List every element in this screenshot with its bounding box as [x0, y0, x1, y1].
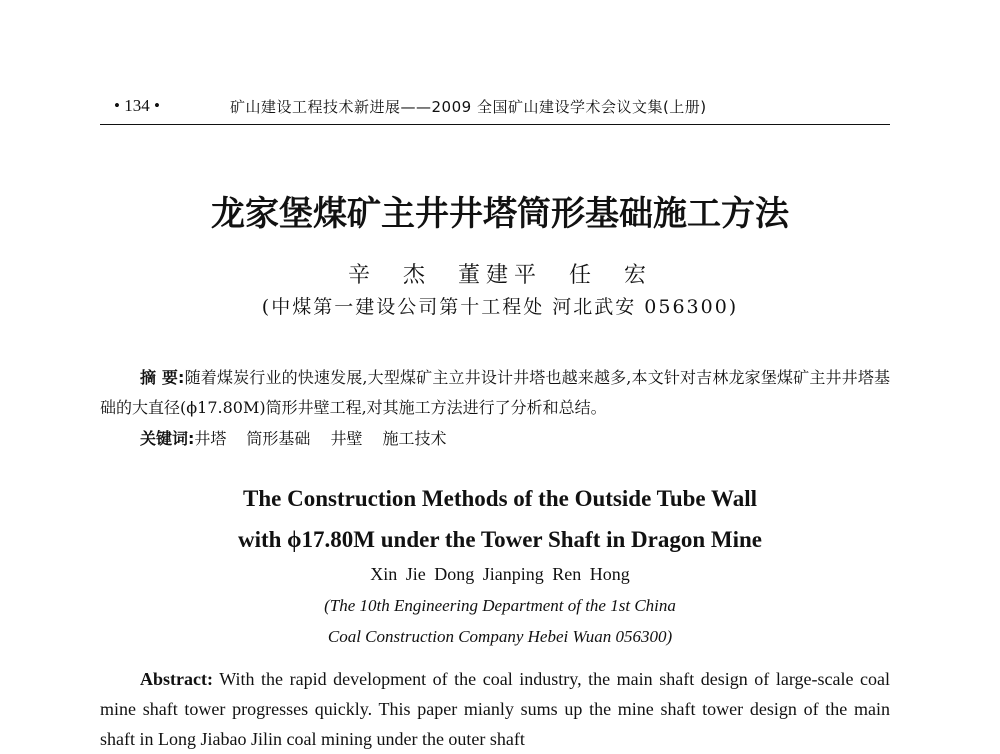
chinese-title: 龙家堡煤矿主井井塔筒形基础施工方法	[211, 194, 789, 234]
english-abstract	[100, 664, 890, 754]
english-title-line-1: The Construction Methods of the Outside Tube Wall	[243, 486, 757, 511]
chinese-abstract-label: 摘 要:	[140, 368, 185, 387]
chinese-keywords	[140, 426, 466, 449]
chinese-affiliation: (中煤第一建设公司第十工程处 河北武安 056300)	[261, 296, 739, 318]
chinese-abstract	[100, 363, 890, 423]
running-header	[100, 88, 890, 125]
keyword: 井壁	[330, 429, 363, 448]
english-abstract-text: With the rapid development of the coal industry, the main shaft design of large-scale coal mine shaft tower progresses quickly. This paper mianly sums up the mine shaft tower design of the main shaft in Long Jiabao Jilin coal mining under the outer shaft	[100, 669, 890, 749]
english-affiliation-line-1: (The 10th Engineering Department of the 1st China	[324, 596, 676, 615]
chinese-abstract-text: 随着煤炭行业的快速发展,大型煤矿主立井设计井塔也越来越多,本文针对吉林龙家堡煤矿主井井塔基础的大直径(ϕ17.80M)筒形井壁工程,对其施工方法进行了分析和总结。	[100, 368, 890, 417]
english-title-line-2: with ϕ17.80M under the Tower Shaft in Dragon Mine	[237, 527, 762, 552]
keyword: 施工技术	[382, 429, 447, 448]
english-affiliation-line-2: Coal Construction Company Hebei Wuan 056300)	[327, 627, 673, 646]
english-abstract-label: Abstract:	[140, 669, 213, 689]
english-authors: Xin Jie Dong Jianping Ren Hong	[370, 564, 630, 584]
journal-title: 矿山建设工程技术新进展——2009 全国矿山建设学术会议文集(上册)	[230, 98, 707, 116]
keyword: 筒形基础	[246, 429, 311, 448]
chinese-keywords-label: 关键词:	[140, 429, 195, 448]
keyword: 井塔	[194, 429, 227, 448]
page-number: • 134 •	[114, 96, 160, 115]
chinese-authors: 辛 杰 董建平 任 宏	[348, 263, 652, 288]
